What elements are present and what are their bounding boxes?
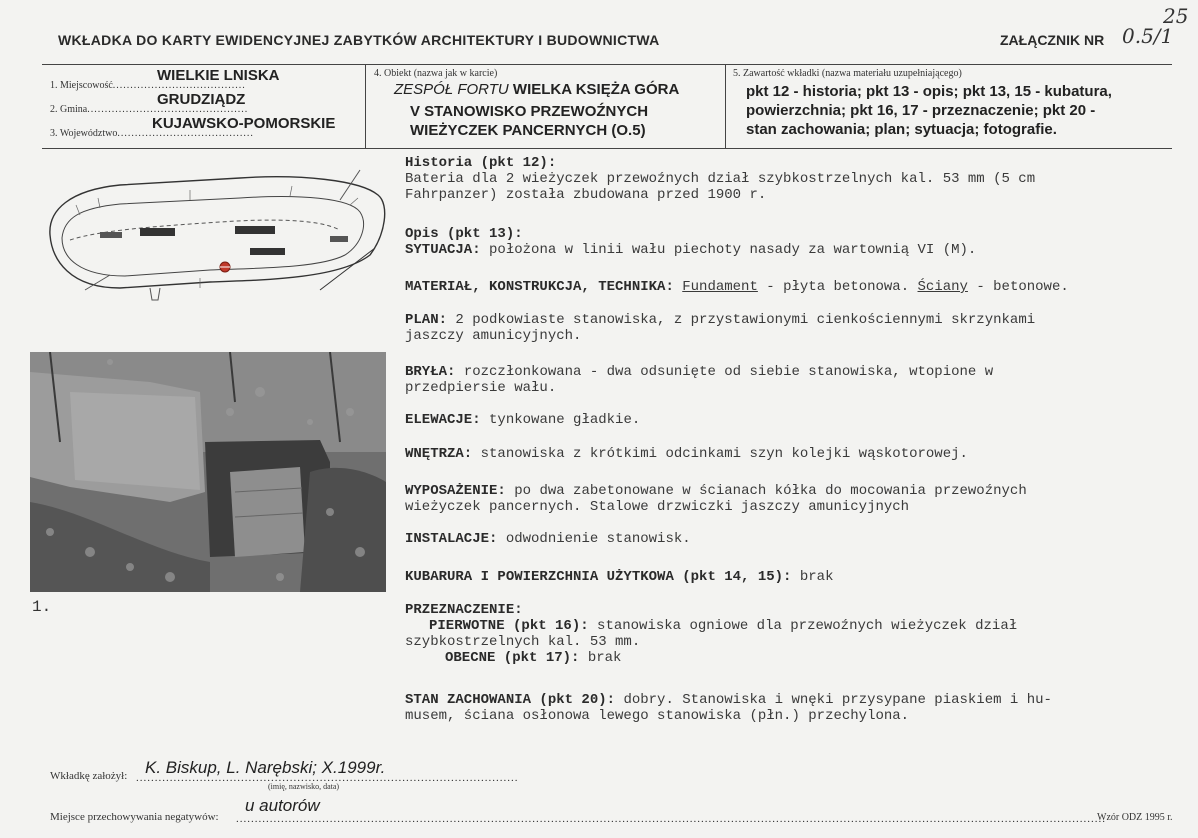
historia-section: [405, 155, 1175, 203]
storage-dots: ........................................................................................................................................................................................................................................: [236, 813, 1106, 825]
historia-line-2: Fahrpanzer) została zbudowana przed 1900 r.: [405, 187, 767, 203]
plan-section: PLAN: 2 podkowiaste stanowiska, z przystawionymi cienkościennymi skrzynkami jaszczy amunicyjnych.: [405, 312, 1036, 344]
author-dots: ......................................................................................................: [136, 772, 519, 784]
instalacje-section: INSTALACJE: odwodnienie stanowisk.: [405, 531, 691, 547]
sytuacja-line: SYTUACJA: położona w linii wału piechoty nasady za wartownią VI (M).: [405, 242, 977, 258]
historia-label: Historia (pkt 12):: [405, 155, 557, 171]
elewacje-section: ELEWACJE: tynkowane gładkie.: [405, 412, 641, 428]
opis-section: [405, 226, 1175, 258]
storage-value: u autorów: [245, 796, 320, 815]
header-divider-1: [365, 64, 366, 148]
wyposazenie-section: WYPOSAŻENIE: po dwa zabetonowane w ścianach kółka do mocowania przewoźnych wieżyczek pancernych. Stalowe drzwiczki jaszczy amunicyjnych: [405, 483, 1027, 515]
miejscowosc-label: 1. Miejscowość......................................: [50, 80, 246, 91]
gmina-value: GRUDZIĄDZ: [157, 91, 246, 108]
header-divider-2: [725, 64, 726, 148]
bryla-section: BRYŁA: rozczłonkowana - dwa odsunięte od siebie stanowiska, wtopione w przedpiersie wału.: [405, 364, 994, 396]
miejscowosc-value: WIELKIE LNISKA: [157, 67, 280, 84]
figure-number: 1.: [32, 598, 52, 616]
wojewodztwo-label: 3. Województwo.......................................: [50, 128, 254, 139]
form-model: Wzór ODZ 1995 r.: [1097, 812, 1173, 823]
header-rule-top: [42, 64, 1172, 65]
obiekt-line-3: WIEŻYCZEK PANCERNYCH (O.5): [410, 122, 646, 139]
storage-label: Miejsce przechowywania negatywów:: [50, 811, 219, 823]
obiekt-line-1: ZESPÓŁ FORTU WIELKA KSIĘŻA GÓRA: [394, 81, 680, 98]
opis-label: Opis (pkt 13):: [405, 226, 523, 242]
przeznaczenie-section: PRZEZNACZENIE: PIERWOTNE (pkt 16): stanowiska ogniowe dla przewoźnych wieżyczek dział szybkostrzelnych kal. 53 mm. OBECNE (pkt 17): brak: [405, 602, 1018, 666]
header-rule-bottom: [42, 148, 1172, 149]
author-value: K. Biskup, L. Narębski; X.1999r.: [145, 758, 386, 777]
stan-section: STAN ZACHOWANIA (pkt 20): dobry. Stanowiska i wnęki przysypane piaskiem i hu- musem, ściana osłonowa lewego stanowiska (płn.) przechylona.: [405, 692, 1052, 724]
wnetrza-section: WNĘTRZA: stanowiska z krótkimi odcinkami szyn kolejki wąskotorowej.: [405, 446, 968, 462]
zawartosc-label: 5. Zawartość wkładki (nazwa materiału uzupełniającego): [733, 68, 962, 79]
zawartosc-text: pkt 12 - historia; pkt 13 - opis; pkt 13, 15 - kubatura, powierzchnia; pkt 16, 17 - przeznaczenie; pkt 20 - stan zachowania; plan; sytuacja; fotografie.: [746, 83, 1112, 138]
author-label: Wkładkę założył:: [50, 770, 128, 782]
annex-number: 0.5/1: [1122, 24, 1174, 48]
kubatura-section: KUBARURA I POWIERZCHNIA UŻYTKOWA (pkt 14, 15): brak: [405, 569, 834, 585]
obiekt-label: 4. Obiekt (nazwa jak w karcie): [374, 68, 498, 79]
author-hint: (imię, nazwisko, data): [268, 782, 340, 791]
annex-label: ZAŁĄCZNIK NR: [1000, 32, 1105, 48]
site-photo: [30, 352, 386, 592]
page-number: 25: [1163, 4, 1189, 28]
historia-line-1: Bateria dla 2 wieżyczek przewoźnych dział szybkostrzelnych kal. 53 mm (5 cm: [405, 171, 1036, 187]
form-title: WKŁADKA DO KARTY EWIDENCYJNEJ ZABYTKÓW ARCHITEKTURY I BUDOWNICTWA: [58, 32, 660, 48]
gmina-label: 2. Gmina..............................................: [50, 104, 249, 115]
site-plan-map: [40, 160, 390, 305]
obiekt-line-2: V STANOWISKO PRZEWOŹNYCH: [410, 103, 649, 120]
material-section: MATERIAŁ, KONSTRUKCJA, TECHNIKA: Fundament - płyta betonowa. Ściany - betonowe.: [405, 279, 1069, 295]
wojewodztwo-value: KUJAWSKO-POMORSKIE: [152, 115, 336, 132]
